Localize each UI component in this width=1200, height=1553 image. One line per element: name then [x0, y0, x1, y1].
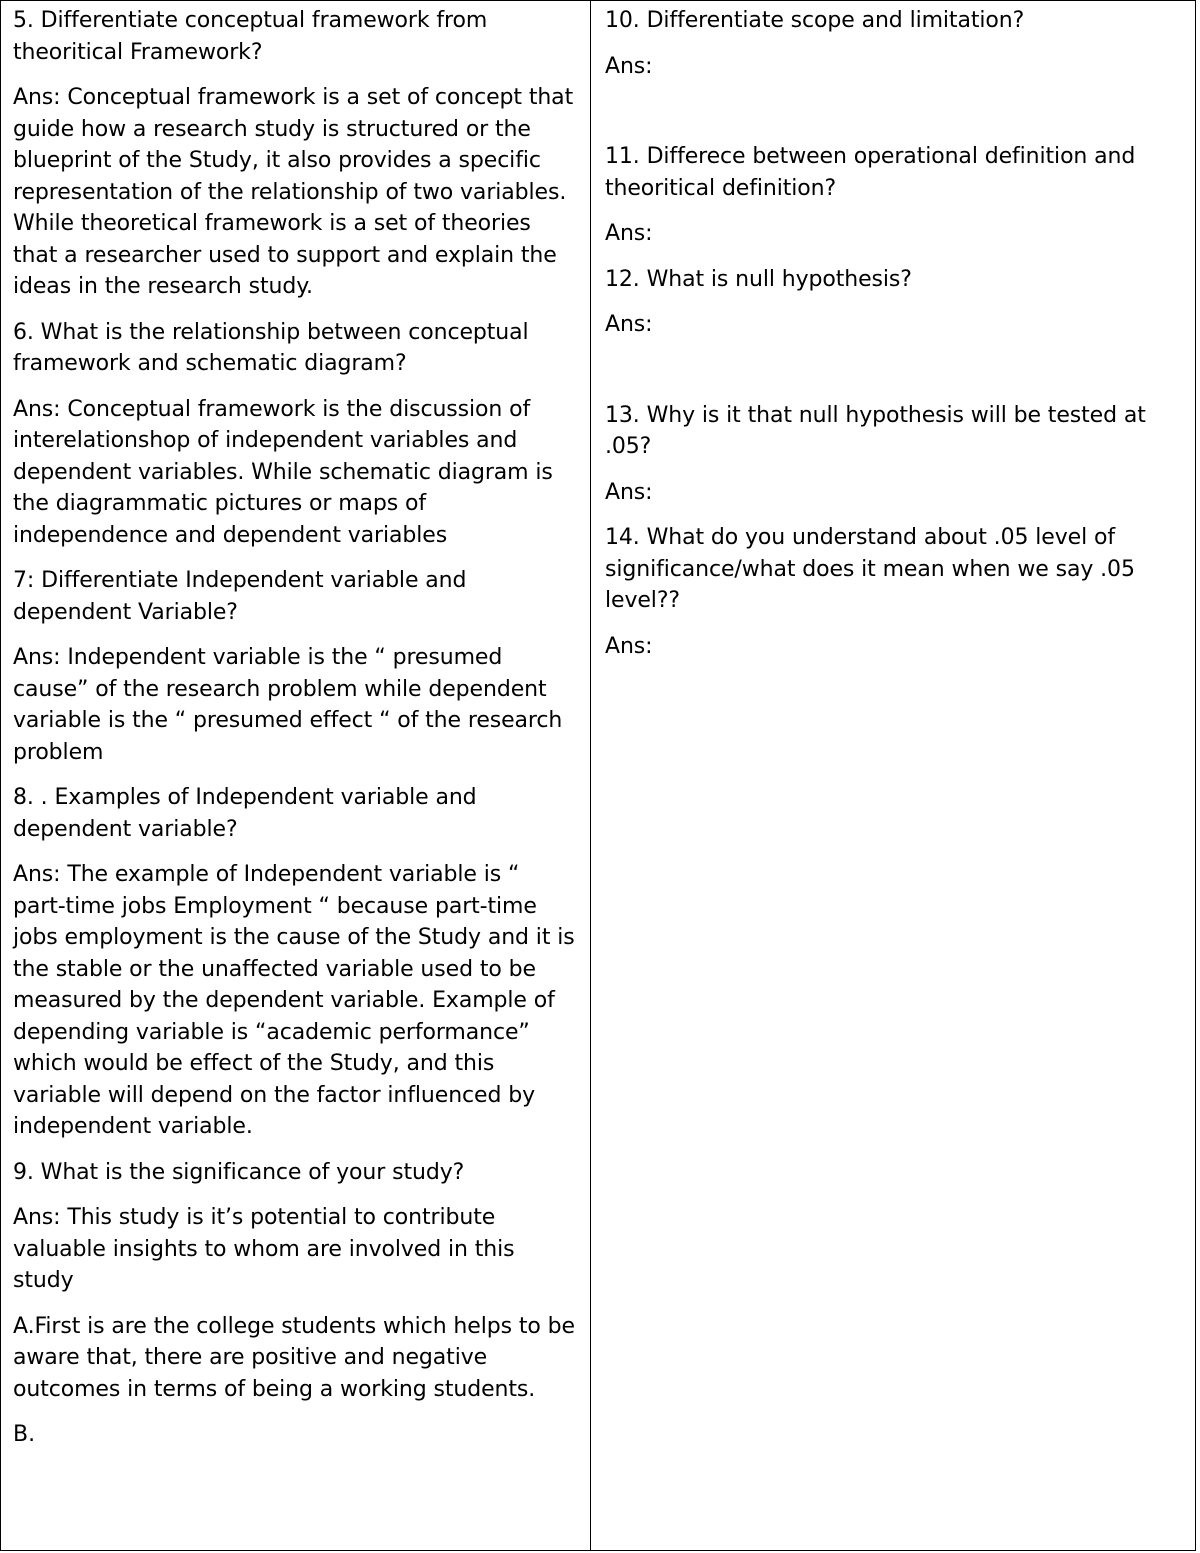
answer-5: Ans: Conceptual framework is a set of concept that guide how a research study is structured or the blueprint of the Study, it also provides a specific representation of the relationship of two variables. While theoretical framework is a set of theories that a researcher used to support and explain the ideas in the research study.	[13, 85, 574, 299]
answer-space	[605, 355, 1183, 400]
left-column	[1, 1, 591, 1550]
answer-10: Ans:	[605, 53, 653, 79]
question-5: 5. Differentiate conceptual framework from theoritical Framework?	[13, 8, 488, 65]
question-7: 7: Differentiate Independent variable and dependent Variable?	[13, 568, 467, 625]
answer-13: Ans:	[605, 479, 653, 505]
answer-6: Ans: Conceptual framework is the discussion of interelationshop of independent variables and dependent variables. While schematic diagram is the diagrammatic pictures or maps of independence and dependent variables	[13, 396, 553, 548]
answer-8: Ans: The example of Independent variable is “ part-time jobs Employment “ because part-time jobs employment is the cause of the Study and it is the stable or the unaffected variable used to be measured by the dependent variable. Example of depending variable is “academic performance” which would be effect of the Study, and this variable will depend on the factor influenced by independent variable.	[13, 862, 575, 1139]
answer-9: Ans: This study is it’s potential to contribute valuable insights to whom are involved in this study	[13, 1205, 515, 1293]
answer-14: Ans:	[605, 633, 653, 659]
question-6: 6. What is the relationship between conceptual framework and schematic diagram?	[13, 319, 529, 376]
answer-9-point-a: A.First is are the college students which helps to be aware that, there are positive and negative outcomes in terms of being a working students.	[13, 1313, 575, 1402]
question-9: 9. What is the significance of your study?	[13, 1159, 465, 1185]
question-12: 12. What is null hypothesis?	[605, 266, 912, 292]
question-8: 8. . Examples of Independent variable and dependent variable?	[13, 785, 477, 842]
answer-12: Ans:	[605, 312, 653, 337]
question-11: 11. Differece between operational definition and theoritical definition?	[605, 144, 1136, 201]
right-column	[591, 1, 1195, 1550]
answer-11: Ans:	[605, 221, 653, 246]
answer-9-point-b-cut: B.	[13, 1422, 36, 1447]
question-14: 14. What do you understand about .05 level of significance/what does it mean when we say .05 level??	[605, 525, 1135, 613]
question-13: 13. Why is it that null hypothesis will be tested at .05?	[605, 402, 1146, 459]
question-10: 10. Differentiate scope and limitation?	[605, 8, 1025, 33]
answer-space	[605, 96, 1183, 141]
answer-7: Ans: Independent variable is the “ presumed cause” of the research problem while dependent variable is the “ presumed effect “ of the research problem	[13, 645, 563, 765]
